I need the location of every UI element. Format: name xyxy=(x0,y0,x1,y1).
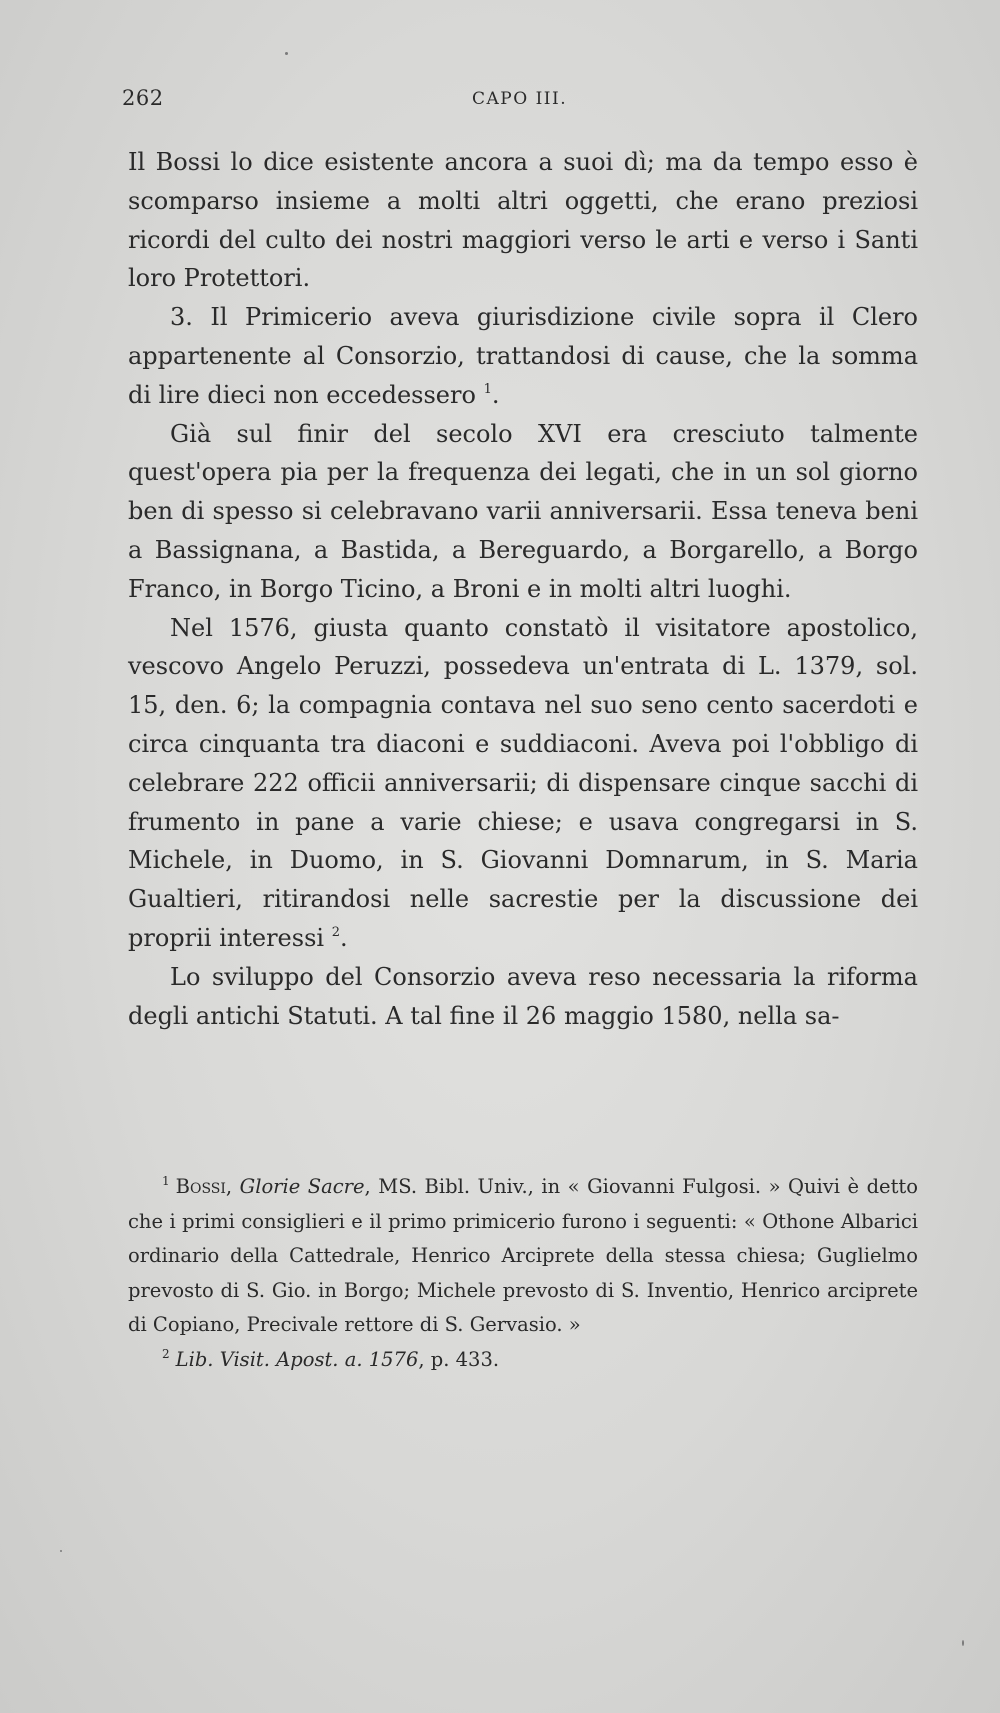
footnote-1 xyxy=(128,1170,918,1343)
paragraph-2-text: 3. Il Primicerio aveva giurisdizione civile sopra il Clero appartenente al Consorzio, trattandosi di cause, che la somma di lire dieci non eccedessero xyxy=(128,303,918,409)
paper-speck xyxy=(60,1550,62,1552)
page-number: 262 xyxy=(122,86,164,110)
paragraph-1: Il Bossi lo dice esistente ancora a suoi dì; ma da tempo esso è scomparso insieme a molti altri oggetti, che erano preziosi ricordi del culto dei nostri maggiori verso le arti e verso i Santi loro Protettori. xyxy=(128,148,918,293)
paragraph-3: Già sul finir del secolo XVI era cresciuto talmente quest'opera pia per la frequenza dei legati, che in un sol giorno ben di spesso si celebravano varii anniversarii. Essa teneva beni a Bassignana, a Bastida, a Bereguardo, a Borgarello, a Borgo Franco, in Borgo Ticino, a Broni e in molti altri luoghi. xyxy=(128,419,918,603)
footnote-2-mark: 2 xyxy=(162,1346,170,1361)
footnote-2-title: Lib. Visit. Apost. a. 1576 xyxy=(175,1347,419,1371)
paragraph-4-end: . xyxy=(340,923,348,952)
footnote-1-title: Glorie Sacre xyxy=(239,1175,365,1198)
paragraph-4 xyxy=(128,609,918,958)
page-header xyxy=(122,86,922,116)
paper-speck xyxy=(285,52,288,55)
footnote-ref-2[interactable]: 2 xyxy=(331,924,340,940)
footnote-2-text: , p. 433. xyxy=(418,1347,500,1371)
paragraph-5: Lo sviluppo del Consorzio aveva reso necessaria la riforma degli antichi Statuti. A tal fine il 26 maggio 1580, nella sa- xyxy=(128,962,918,1030)
paragraph-2-end: . xyxy=(491,380,500,409)
footnote-ref-1[interactable]: 1 xyxy=(483,381,492,397)
footnote-2 xyxy=(128,1343,918,1378)
paragraph-2 xyxy=(128,298,918,414)
paper-speck xyxy=(962,1640,964,1646)
footnote-1-mark: 1 xyxy=(162,1174,170,1188)
footnote-1-author: Bossi xyxy=(175,1175,226,1198)
footnote-1-text: , MS. Bibl. Univ., in « Giovanni Fulgosi. » Quivi è detto che i primi consiglieri e il primo primicerio furono i seguenti: « Othone Albarici ordinario della Cattedrale, Henrico Arciprete della stessa chiesa; Guglielmo prevosto di S. Gio. in Borgo; Michele prevosto di S. Inventio, Henrico arciprete di Copiano, Precivale rettore di S. Gervasio. » xyxy=(128,1175,919,1336)
main-text xyxy=(128,143,918,1035)
running-head: CAPO III. xyxy=(472,89,568,109)
footnote-1-sep: , xyxy=(225,1175,240,1198)
footnotes xyxy=(128,1170,918,1377)
paragraph-4-text: Nel 1576, giusta quanto constatò il visitatore apostolico, vescovo Angelo Peruzzi, possedeva un'entrata di L. 1379, sol. 15, den. 6; la compagnia contava nel suo seno cento sacerdoti e circa cinquanta tra diaconi e suddiaconi. Aveva poi l'obbligo di celebrare 222 officii anniversarii; di dispensare cinque sacchi di frumento in pane a varie chiese; e usava congregarsi in S. Michele, in Duomo, in S. Giovanni Domnarum, in S. Maria Gualtieri, ritirandosi nelle sacrestie per la discussione dei proprii interessi xyxy=(128,613,918,952)
